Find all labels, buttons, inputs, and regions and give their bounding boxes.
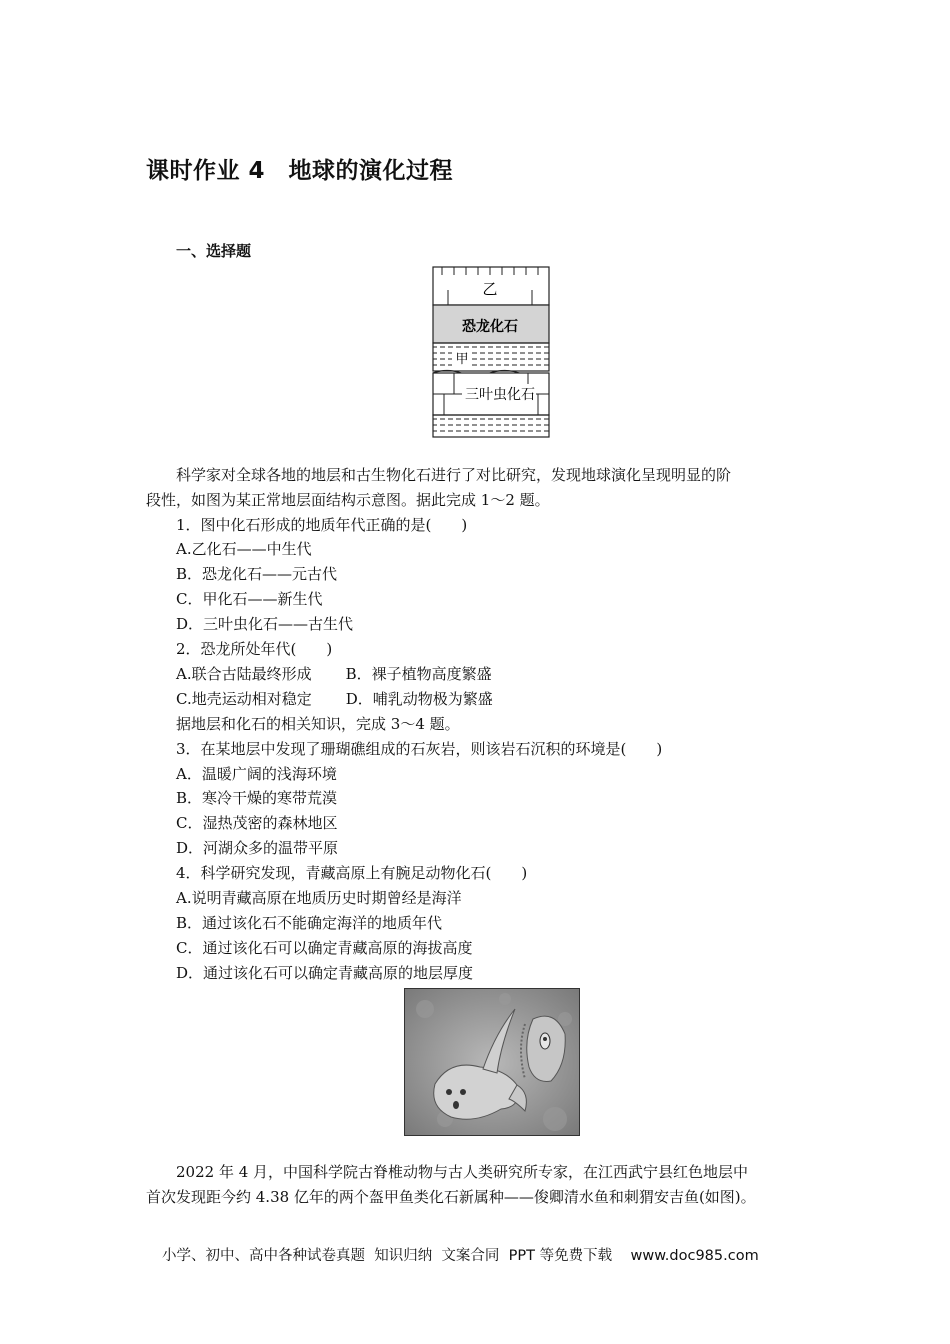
label-dinosaur-fossil: 恐龙化石 [462, 319, 518, 335]
question-1-option-b: B．恐龙化石——元古代 [176, 565, 338, 583]
question-1-option-c: C．甲化石——新生代 [176, 590, 323, 608]
passage-1-line-1: 科学家对全球各地的地层和古生物化石进行了对比研究，发现地球演化呈现明显的阶 [176, 466, 732, 484]
label-jia: 甲 [455, 352, 469, 367]
label-trilobite-fossil: 三叶虫化石 [465, 387, 535, 403]
question-2-options-row-2 [176, 689, 493, 709]
question-3-option-c: C．湿热茂密的森林地区 [176, 814, 338, 832]
label-yi: 乙 [482, 280, 498, 298]
fish-fossil-photo [404, 988, 580, 1136]
question-3-option-d: D．河湖众多的温带平原 [176, 839, 339, 857]
question-3-option-a: A．温暖广阔的浅海环境 [176, 765, 337, 783]
stratigraphic-column-figure [432, 266, 552, 440]
question-2-option-a: A.联合古陆最终形成 [176, 665, 312, 683]
page-title: 课时作业 4 地球的演化过程 [146, 158, 454, 184]
section-heading: 一、选择题 [176, 242, 252, 260]
passage-1-line-2: 段性，如图为某正常地层面结构示意图。据此完成 1～2 题。 [146, 491, 550, 509]
footer-text: 小学、初中、高中各种试卷真题 知识归纳 文案合同 PPT 等免费下载 www.doc985.com [162, 1248, 759, 1264]
question-4-option-a: A.说明青藏高原在地质历史时期曾经是海洋 [176, 889, 462, 907]
question-2-stem: 2．恐龙所处年代( ) [176, 640, 333, 658]
passage-3-line-1: 2022 年 4 月，中国科学院古脊椎动物与古人类研究所专家，在江西武宁县红色地层中 [176, 1163, 749, 1181]
passage-3-line-2: 首次发现距今约 4.38 亿年的两个盔甲鱼类化石新属种——俊卿清水鱼和刺猬安吉鱼(如图)。 [146, 1188, 756, 1206]
question-4-stem: 4．科学研究发现，青藏高原上有腕足动物化石( ) [176, 864, 528, 882]
question-4-option-c: C．通过该化石可以确定青藏高原的海拔高度 [176, 939, 473, 957]
question-2-option-c: C.地壳运动相对稳定 [176, 690, 312, 708]
question-3-option-b: B．寒冷干燥的寒带荒漠 [176, 789, 338, 807]
question-1-option-d: D．三叶虫化石——古生代 [176, 615, 354, 633]
question-3-stem: 3．在某地层中发现了珊瑚礁组成的石灰岩，则该岩石沉积的环境是( ) [176, 740, 663, 758]
question-1-option-a: A.乙化石——中生代 [176, 540, 312, 558]
question-2-option-d: D．哺乳动物极为繁盛 [345, 690, 493, 708]
question-4-option-d: D．通过该化石可以确定青藏高原的地层厚度 [176, 964, 474, 982]
question-2-option-b: B．裸子植物高度繁盛 [345, 665, 492, 683]
question-4-option-b: B．通过该化石不能确定海洋的地质年代 [176, 914, 443, 932]
question-1-stem: 1．图中化石形成的地质年代正确的是( ) [176, 516, 468, 534]
passage-2: 据地层和化石的相关知识，完成 3～4 题。 [176, 715, 460, 733]
question-2-options-row-1 [176, 664, 492, 684]
